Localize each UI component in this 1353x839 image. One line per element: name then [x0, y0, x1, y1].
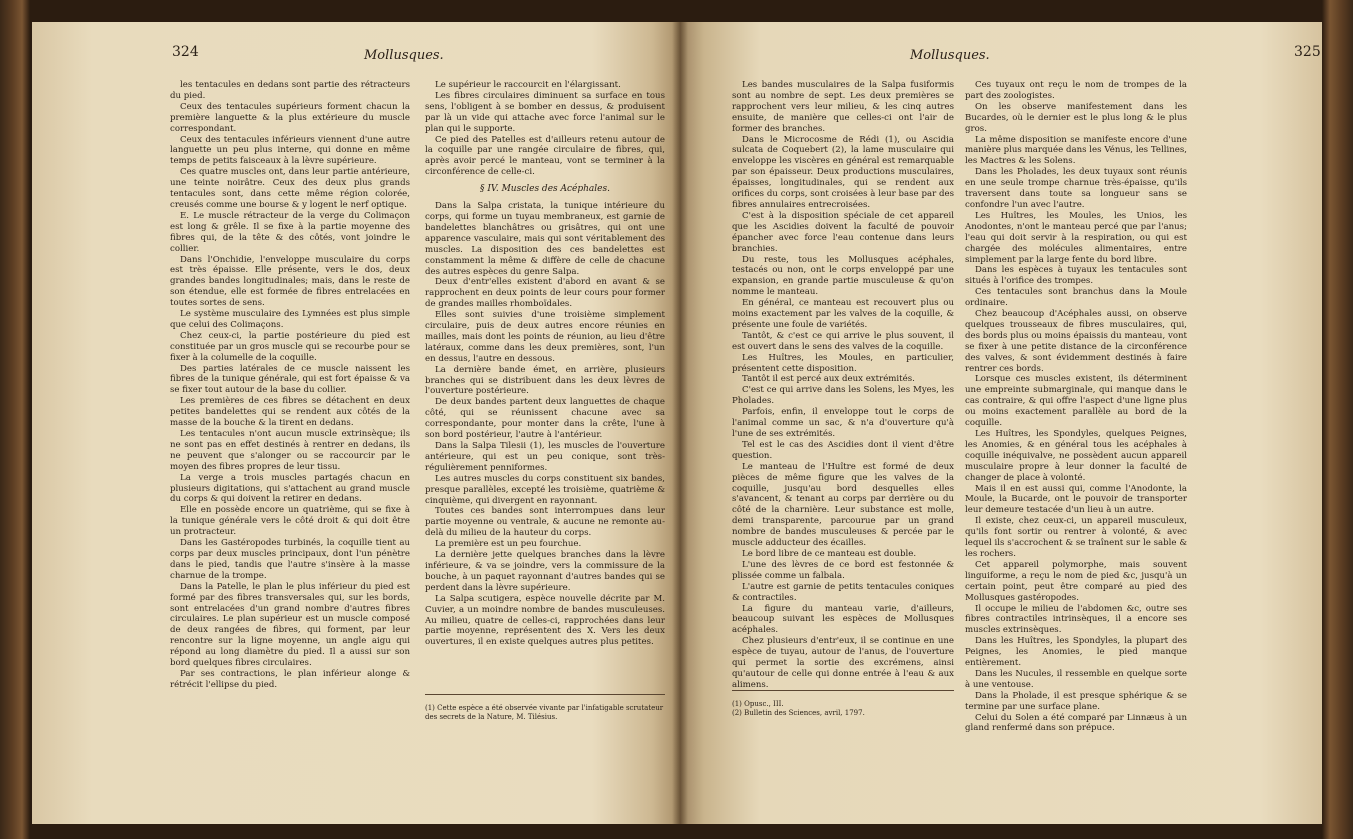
- paragraph: Deux d'entr'elles existent d'abord en avant & se rapprochent en deux points de leur cours pour former de grandes mailles rhomboïdales.: [425, 277, 665, 310]
- paragraph: Les Huîtres, les Moules, en particulier, présentent cette disposition.: [732, 352, 954, 374]
- paragraph: Le manteau de l'Huître est formé de deux pièces de même figure que les valves de la coquille, jusqu'au bord desquelles elles s'avancent, & tenant au corps par derrière ou du côté de la charnière. Leur substance est molle, demi transparente, parcourue par un grand nombre de bandes musculeuses & percée par le muscle adducteur des écailles.: [732, 461, 954, 549]
- footnote-rule: [425, 694, 665, 695]
- paragraph: Elle en possède encore un quatrième, qui se fixe à la tunique générale vers le côté droit & qui doit être un protracteur.: [170, 505, 410, 538]
- paragraph: Les Huîtres, les Spondyles, quelques Peignes, les Anomies, & en général tous les acéphales à coquille inéquivalve, ne possèdent aucun appareil musculaire propre à leur donner la faculté de changer de place à volonté.: [965, 429, 1187, 483]
- paragraph: De deux bandes partent deux languettes de chaque côté, qui se réunissent chacune avec sa correspondante, pour monter dans la crête, l'une à son bord postérieur, l'autre à l'antérieur.: [425, 397, 665, 441]
- paragraph: Dans la Salpa cristata, la tunique intérieure du corps, qui forme un tuyau membraneux, est garnie de bandelettes blanchâtres ou grisâtres, qui ont une apparence vasculaire, mais qui sont véritablement des muscles. La disposition des ces bandelettes est constamment la même & diffère de celle de chacune des autres espèces du genre Salpa.: [425, 201, 665, 277]
- paragraph: Chez ceux-ci, la partie postérieure du pied est constituée par un gros muscle qui se recourbe pour se fixer à la columelle de la coquille.: [170, 330, 410, 363]
- paragraph: Dans la Patelle, le plan le plus inférieur du pied est formé par des fibres transversales qui, sur les bords, sont entrelacées d'un grand nombre d'autres fibres circulaires. Le plan supérieur est un muscle composé de deux rangées de fibres, qui forment, par leur rencontre sur la ligne moyenne, un angle aigu qui répond au long diamètre du pied. Il a aussi sur son bord quelques fibres circulaires.: [170, 581, 410, 669]
- footnote-line: (1) Opusc., III.: [732, 700, 784, 708]
- paragraph: Les premières de ces fibres se détachent en deux petites bandelettes qui se rendent aux côtés de la masse de la bouche & la tirent en dedans.: [170, 396, 410, 429]
- paragraph: Parfois, enfin, il enveloppe tout le corps de l'animal comme un sac, & n'a d'ouverture qu'à l'une de ses extrémités.: [732, 407, 954, 439]
- paragraph: Il occupe le milieu de l'abdomen &c, outre ses fibres contractiles intrinsèques, il a encore ses muscles extrinsèques.: [965, 603, 1187, 636]
- paragraph: les tentacules en dedans sont partie des rétracteurs du pied.: [170, 80, 410, 101]
- paragraph: Dans les Pholades, les deux tuyaux sont réunis en une seule trompe charnue très-épaisse, qu'ils traversent dans toute sa longueur sans se confondre l'un avec l'autre.: [965, 167, 1187, 210]
- paragraph: Le supérieur le raccourcit en l'élargissant.: [435, 80, 621, 90]
- paragraph: Tantôt il est percé aux deux extrémités.: [742, 374, 915, 385]
- paragraph: Celui du Solen a été comparé par Linnæus à un gland renfermé dans son prépuce.: [965, 712, 1187, 734]
- paragraph: Ces tuyaux ont reçu le nom de trompes de la part des zoologistes.: [965, 80, 1187, 101]
- paragraph: Les autres muscles du corps constituent six bandes, presque parallèles, excepté les troisième, quatrième & cinquième, qui divergent en rayonnant.: [425, 473, 665, 506]
- right-running-head: Mollusques.: [910, 48, 990, 63]
- footnote-line: (2) Bulletin des Sciences, avril, 1797.: [732, 709, 865, 717]
- paragraph: En général, ce manteau est recouvert plus ou moins exactement par les valves de la coquille, & présente une foule de variétés.: [732, 298, 954, 330]
- paragraph: Elles sont suivies d'une troisième simplement circulaire, puis de deux autres encore réunies en mailles, mais dont les points de réunion, au lieu d'être latéraux, comme dans les deux premières, sont, l'un en dessus, l'autre en dessous.: [425, 310, 665, 364]
- paragraph: Ceux des tentacules supérieurs forment chacun la première languette & la plus extérieure du muscle correspondant.: [170, 101, 410, 134]
- paragraph: Par ses contractions, le plan inférieur alonge & rétrécit l'ellipse du pied.: [170, 668, 410, 690]
- paragraph: La Salpa scutigera, espèce nouvelle décrite par M. Cuvier, a un moindre nombre de bandes musculeuses. Au milieu, quatre de celles-ci, rapprochées dans leur partie moyenne, représentent des X. Vers les deux ouvertures, il en existe quelques autres plus petites.: [425, 593, 665, 648]
- paragraph: Dans l'Onchidie, l'enveloppe musculaire du corps est très épaisse. Elle présente, vers le dos, deux grandes bandes longitudinales; mais, dans le reste de son étendue, elle est formée de fibres entrelacées en toutes sortes de sens.: [170, 254, 410, 309]
- section-title: § IV. Muscles des Acéphales.: [480, 184, 610, 195]
- paragraph: C'est à la disposition spéciale de cet appareil que les Ascidies doivent la faculté de pouvoir épancher avec force l'eau contenue dans leurs branchies.: [732, 210, 954, 254]
- paragraph: Dans les Gastéropodes turbinés, la coquille tient au corps par deux muscles principaux, dont l'un pénètre dans le pied, tandis que l'autre s'insère à la masse charnue de la trompe.: [170, 538, 410, 581]
- paragraph: L'autre est garnie de petits tentacules coniques & contractiles.: [732, 581, 954, 603]
- paragraph: La première est un peu fourchue.: [435, 539, 582, 550]
- paragraph: Dans les Huîtres, les Spondyles, la plupart des Peignes, les Anomies, le pied manque entièrement.: [965, 636, 1187, 669]
- left-running-head: Mollusques.: [364, 48, 444, 63]
- paragraph: C'est ce qui arrive dans les Solens, les Myes, les Pholades.: [732, 385, 954, 407]
- paragraph: Ce pied des Patelles est d'ailleurs retenu autour de la coquille par une rangée circulaire de fibres, qui, après avoir percé le manteau, vont se terminer à la circonférence de celle-ci.: [425, 134, 665, 178]
- book-gutter: [672, 22, 688, 824]
- left-footnote: (1) Cette espèce a été observée vivante par l'infatigable scrutateur des secrets de la Nature, M. Tilésius.: [425, 704, 664, 721]
- right-footnotes: [732, 700, 954, 718]
- paragraph: Des parties latérales de ce muscle naissent les fibres de la tunique générale, qui est fort épaisse & va se fixer tout autour de la base du collier.: [170, 363, 410, 396]
- left-column-2: [425, 80, 665, 648]
- paragraph: Chez plusieurs d'entr'eux, il se continue en une espèce de tuyau, autour de l'anus, de l'ouverture qui permet la sortie des excrémens, ainsi qu'autour de celle qui donne entrée à l'eau & aux alimens.: [732, 636, 954, 690]
- right-footnote-rule: [732, 690, 954, 691]
- paragraph: Cet appareil polymorphe, mais souvent linguiforme, a reçu le nom de pied &c, jusqu'à un certain point, peut être comparé au pied des Mollusques gastéropodes.: [965, 559, 1187, 603]
- paragraph: La verge a trois muscles partagés chacun en plusieurs digitations, qui s'attachent au grand muscle du corps & qui doivent la retirer en dedans.: [170, 472, 410, 505]
- right-column-2: [965, 80, 1187, 734]
- paragraph: Les Huîtres, les Moules, les Unios, les Anodontes, n'ont le manteau percé que par l'anus; l'eau qui doit servir à la respiration, ou qui est chargée des molécules alimentaires, entre simplement par la large fente du bord libre.: [965, 210, 1187, 265]
- paragraph: Dans les espèces à tuyaux les tentacules sont situés à l'orifice des trompes.: [965, 265, 1187, 287]
- paragraph: Mais il en est aussi qui, comme l'Anodonte, la Moule, la Bucarde, ont le pouvoir de transporter leur demeure testacée d'un lieu à un autre.: [965, 483, 1187, 516]
- paragraph: La dernière jette quelques branches dans la lèvre inférieure, & va se joindre, vers la commissure de la bouche, à un paquet rayonnant d'autres bandes qui se perdent dans la lèvre supérieure.: [425, 550, 665, 593]
- paragraph: Ceux des tentacules inférieurs viennent d'une autre languette un peu plus interne, qui donne en même temps de petits faisceaux à la lèvre supérieure.: [170, 134, 410, 167]
- paragraph: L'une des lèvres de ce bord est festonnée & plissée comme un falbala.: [732, 559, 954, 581]
- paragraph: Ces quatre muscles ont, dans leur partie antérieure, une teinte noirâtre. Ceux des deux plus grands tentacules sont, dans cette même région colorée, creusés comme une bourse & y logent le nerf optique.: [170, 167, 410, 210]
- right-page-number: 325: [1294, 44, 1321, 60]
- paragraph: Lorsque ces muscles existent, ils déterminent une empreinte submarginale, qui manque dans le cas contraire, & qui offre l'aspect d'une ligne plus ou moins exactement parallèle au bord de la coquille.: [965, 374, 1187, 429]
- paragraph: Les bandes musculaires de la Salpa fusiformis sont au nombre de sept. Les deux premières se rapprochent vers leur milieu, & les cinq autres ensuite, de manière que celles-ci ont l'air de former des branches.: [732, 80, 954, 134]
- paragraph: Tantôt, & c'est ce qui arrive le plus souvent, il est ouvert dans le sens des valves de la coquille.: [732, 330, 954, 352]
- paragraph: Il existe, chez ceux-ci, un appareil musculeux, qu'ils font sortir ou rentrer à volonté, & avec lequel ils s'accrochent & se traînent sur le sable & les rochers.: [965, 516, 1187, 559]
- paragraph: Ces tentacules sont branchus dans la Moule ordinaire.: [965, 287, 1187, 309]
- paragraph: Le système musculaire des Lymnées est plus simple que celui des Colimaçons.: [170, 309, 410, 330]
- paragraph: Toutes ces bandes sont interrompues dans leur partie moyenne ou ventrale, & aucune ne remonte au-delà du milieu de la hauteur du corps.: [425, 506, 665, 539]
- paragraph: E. Le muscle rétracteur de la verge du Colimaçon est long & grêle. Il se fixe à la partie moyenne des fibres qui, de la tête & des côtés, vont joindre le collier.: [170, 210, 410, 254]
- paragraph: Les tentacules n'ont aucun muscle extrinsèque; ils ne sont pas en effet destinés à rentrer en dedans, ils ne peuvent que s'alonger ou se raccourcir par le moyen des fibres propres de leur tissu.: [170, 429, 410, 472]
- paragraph: La même disposition se manifeste encore d'une manière plus marquée dans les Vénus, les Tellines, les Mactres & les Solens.: [965, 134, 1187, 167]
- paragraph: La figure du manteau varie, d'ailleurs, beaucoup suivant les espèces de Mollusques acéphales.: [732, 603, 954, 636]
- right-column-1: [732, 80, 954, 691]
- left-column-1: [170, 80, 410, 691]
- paragraph: Dans le Microcosme de Rédi (1), ou Ascidia sulcata de Coquebert (2), la lame musculaire qui enveloppe les viscères en général est remarquable par son épaisseur. Deux productions musculaires, épaisses, longitudinales, qui se rendent aux orifices du corps, sont croisées à leur base par des fibres annulaires entrecroisées.: [732, 134, 954, 210]
- paragraph: Chez beaucoup d'Acéphales aussi, on observe quelques trousseaux de fibres musculaires, qui, des bords plus ou moins épaissis du manteau, vont se fixer à une petite distance de la circonférence des valves, & sont évidemment destinés à faire rentrer ces bords.: [965, 309, 1187, 374]
- paragraph: Le bord libre de ce manteau est double.: [742, 548, 917, 559]
- paragraph: Du reste, tous les Mollusques acéphales, testacés ou non, ont le corps enveloppé par une expansion, en grande partie musculeuse & qu'on nomme le manteau.: [732, 254, 954, 298]
- paragraph: La dernière bande émet, en arrière, plusieurs branches qui se distribuent dans les deux lèvres de l'ouverture postérieure.: [425, 364, 665, 397]
- paragraph: Dans la Pholade, il est presque sphérique & se termine par une surface plane.: [965, 690, 1187, 712]
- paragraph: Les fibres circulaires diminuent sa surface en tous sens, l'obligent à se bomber en dessus, & produisent par là un vide qui attache avec force l'animal sur le plan qui le supporte.: [425, 90, 665, 134]
- left-page-number: 324: [172, 44, 199, 60]
- paragraph: On les observe manifestement dans les Bucardes, où le dernier est le plus long & le plus gros.: [965, 101, 1187, 134]
- paragraph: Dans les Nucules, il ressemble en quelque sorte à une ventouse.: [965, 668, 1187, 690]
- paragraph: Dans la Salpa Tilesii (1), les muscles de l'ouverture antérieure, qui est un peu conique, sont très-régulièrement penniformes.: [425, 441, 665, 473]
- paragraph: Tel est le cas des Ascidies dont il vient d'être question.: [732, 439, 954, 461]
